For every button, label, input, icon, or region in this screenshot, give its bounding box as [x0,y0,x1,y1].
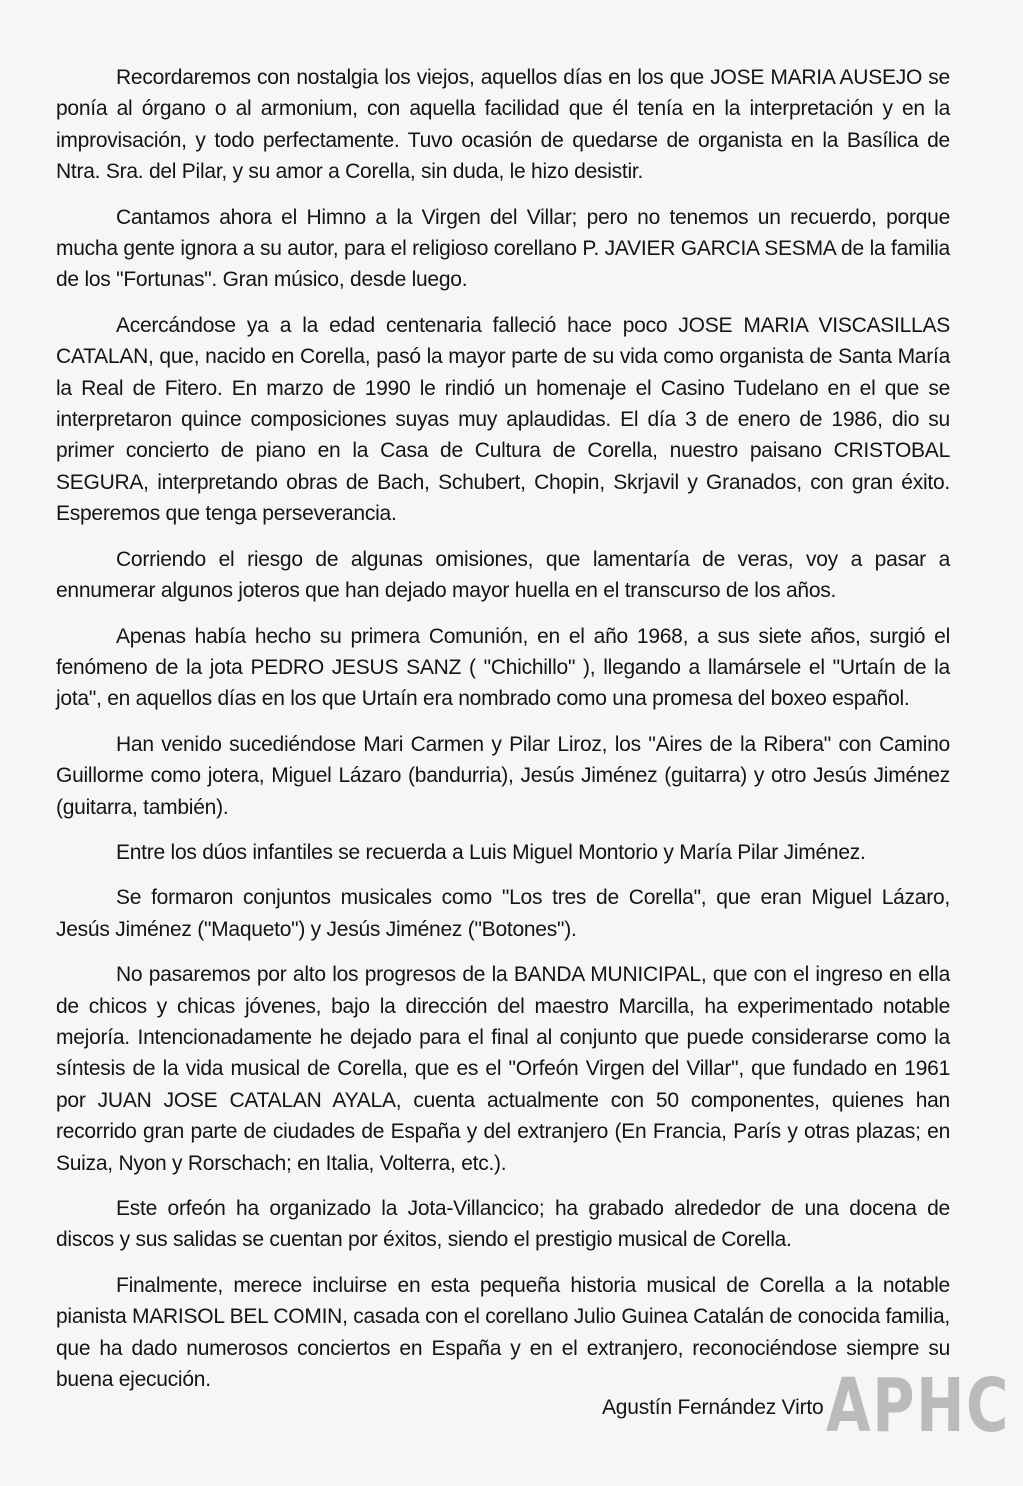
paragraph-conjuntos: Se formaron conjuntos musicales como "Los tres de Corella", que eran Miguel Lázaro, Jesús Jiménez ("Maqueto") y Jesús Jiménez ("Botones"). [56,886,950,941]
paragraph-marisol: Finalmente, merece incluirse en esta pequeña historia musical de Corella a la notable pianista MARISOL BEL COMIN, casada con el corellano Julio Guinea Catalán de conocida familia, que ha dado numerosos conciertos en España y en el extranjero, reconociéndose siempre su buena ejecución. [56,1273,950,1392]
watermark-logo: APHC [826,1363,1010,1449]
document-body [56,62,950,1409]
paragraph-liroz: Han venido sucediéndose Mari Carmen y Pilar Liroz, los "Aires de la Ribera" con Camino Guillorme como jotera, Miguel Lázaro (bandurria), Jesús Jiménez (guitarra) y otro Jesús Jiménez (guitarra, también). [56,732,950,819]
paragraph-joteros: Corriendo el riesgo de algunas omisiones, que lamentaría de veras, voy a pasar a ennumerar algunos joteros que han dejado mayor huella en el transcurso de los años. [56,547,950,603]
paragraph-chichillo: Apenas había hecho su primera Comunión, en el año 1968, a sus siete años, surgió el fenómeno de la jota PEDRO JESUS SANZ ( "Chichillo" ), llegando a llamársele el "Urtaín de la jota", en aquellos días en los que Urtaín era nombrado como una promesa del boxeo español. [56,624,950,711]
paragraph-banda: No pasaremos por alto los progresos de la BANDA MUNICIPAL, que con el ingreso en ella de chicos y chicas jóvenes, bajo la dirección del maestro Marcilla, ha experimentado notable mejoría. Intencionadamente he dejado para el final al conjunto que puede considerarse como la síntesis de la vida musical de Corella, que es el "Orfeón Virgen del Villar", que fundado en 1961 por JUAN JOSE CATALAN AYALA, cuenta actualmente con 50 componentes, quienes han recorrido gran parte de ciudades de España y del extranjero (En Francia, París y otras plazas; en Suiza, Nyon y Rorschach; en Italia, Volterra, etc.). [56,963,950,1175]
paragraph-ausejo: Recordaremos con nostalgia los viejos, aquellos días en los que JOSE MARIA AUSEJO se ponía al órgano o al armonium, con aquella facilidad que él tenía en la interpretación y en la improvisación, y todo perfectamente. Tuvo ocasión de quedarse de organista en la Basílica de Ntra. Sra. del Pilar, y su amor a Corella, sin duda, le hizo desistir. [56,66,950,184]
paragraph-himno: Cantamos ahora el Himno a la Virgen del Villar; pero no tenemos un recuerdo, porque mucha gente ignora a su autor, para el religioso corellano P. JAVIER GARCIA SESMA de la familia de los "Fortunas". Gran músico, desde luego. [56,205,950,292]
author-signature: Agustín Fernández Virto [602,1396,824,1419]
paragraph-viscasillas: Acercándose ya a la edad centenaria falleció hace poco JOSE MARIA VISCASILLAS CATALAN, que, nacido en Corella, pasó la mayor parte de su vida como organista de Santa María la Real de Fitero. En marzo de 1990 le rindió un homenaje el Casino Tudelano en el que se interpretaron quince composiciones suyas muy aplaudidas. El día 3 de enero de 1986, dio su primer concierto de piano en la Casa de Cultura de Corella, nuestro paisano CRISTOBAL SEGURA, interpretando obras de Bach, Schubert, Chopin, Skrjavil y Granados, con gran éxito. Esperemos que tenga perseverancia. [56,313,950,526]
paragraph-orfeon: Este orfeón ha organizado la Jota-Villancico; ha grabado alrededor de una docena de discos y sus salidas se cuentan por éxitos, siendo el prestigio musical de Corella. [56,1197,950,1252]
paragraph-duos: Entre los dúos infantiles se recuerda a Luis Miguel Montorio y María Pilar Jiménez. [116,840,866,864]
